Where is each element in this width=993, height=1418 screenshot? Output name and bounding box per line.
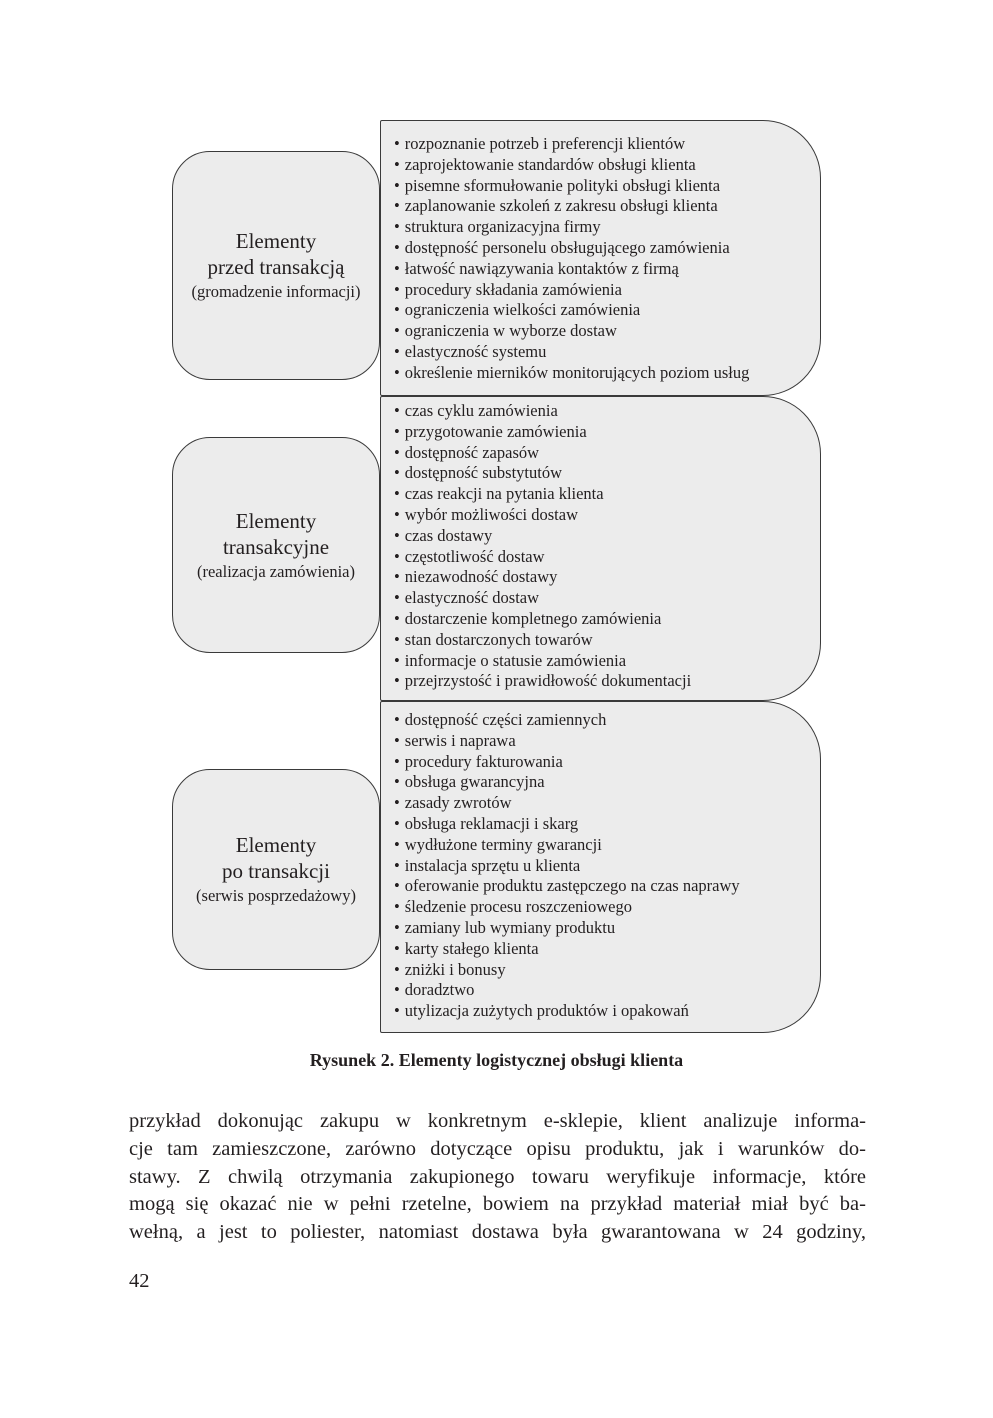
list-item: • ograniczenia wielkości zamówienia (394, 300, 820, 321)
list-box-pre-transaction (380, 120, 821, 396)
stage-box-transaction (172, 437, 380, 653)
list-item: • dostępność części zamiennych (394, 710, 820, 731)
figure-caption: Rysunek 2. Elementy logistycznej obsługi klienta (309, 1050, 684, 1070)
list-item: • zasady zwrotów (394, 793, 820, 814)
paragraph-line: stawy. Z chwilą otrzymania zakupionego towaru weryfikuje informacje, które (129, 1165, 866, 1188)
item-list (394, 401, 820, 692)
list-item: • częstotliwość dostaw (394, 547, 820, 568)
item-list (394, 134, 820, 384)
list-item: • doradztwo (394, 980, 820, 1001)
list-item: • informacje o statusie zamówienia (394, 651, 820, 672)
stage-title-line1: Elementy (235, 229, 317, 253)
list-item: • oferowanie produktu zastępczego na czas naprawy (394, 876, 820, 897)
list-item: • dostępność substytutów (394, 463, 820, 484)
stage-subtitle: (gromadzenie informacji) (191, 282, 361, 301)
list-item: • dostarczenie kompletnego zamówienia (394, 609, 820, 630)
stage-box-pre-transaction (172, 151, 380, 380)
item-list (394, 710, 820, 1022)
list-item: • utylizacja zużytych produktów i opakowań (394, 1001, 820, 1022)
stage-subtitle: (serwis posprzedażowy) (196, 886, 356, 905)
list-item: • elastyczność systemu (394, 342, 820, 363)
paragraph-line: wełną, a jest to poliester, natomiast dostawa była gwarantowana w 24 godziny, (129, 1221, 866, 1244)
list-item: • instalacja sprzętu u klienta (394, 856, 820, 877)
list-item: • zaprojektowanie standardów obsługi klienta (394, 155, 820, 176)
body-paragraph (129, 1108, 866, 1247)
list-item: • pisemne sformułowanie polityki obsługi klienta (394, 176, 820, 197)
list-item: • zamiany lub wymiany produktu (394, 918, 820, 939)
paragraph-line: przykład dokonując zakupu w konkretnym e-sklepie, klient analizuje informa- (129, 1110, 866, 1132)
list-item: • czas reakcji na pytania klienta (394, 484, 820, 505)
list-box-transaction (380, 396, 821, 701)
paragraph-line: mogą się okazać nie w pełni rzetelne, bowiem na przykład materiał miał być ba- (129, 1193, 866, 1216)
paragraph-line: cje tam zamieszczone, zarówno dotyczące opisu produktu, jak i warunków do- (129, 1137, 866, 1160)
list-item: • obsługa gwarancyjna (394, 772, 820, 793)
stage-subtitle: (realizacja zamówienia) (196, 561, 355, 581)
list-item: • niezawodność dostawy (394, 567, 820, 588)
list-item: • określenie mierników monitorujących poziom usług (394, 363, 820, 384)
list-item: • karty stałego klienta (394, 939, 820, 960)
list-item: • stan dostarczonych towarów (394, 630, 820, 651)
list-item: • obsługa reklamacji i skarg (394, 814, 820, 835)
list-item: • dostępność zapasów (394, 443, 820, 464)
list-item: • zniżki i bonusy (394, 960, 820, 981)
list-item: • rozpoznanie potrzeb i preferencji klientów (394, 134, 820, 155)
list-item: • struktura organizacyjna firmy (394, 217, 820, 238)
list-item: • czas dostawy (394, 526, 820, 547)
stage-title-line2: przed transakcją (207, 255, 345, 279)
stage-title-line1: Elementy (235, 833, 317, 857)
list-item: • zaplanowanie szkoleń z zakresu obsługi klienta (394, 196, 820, 217)
list-item: • śledzenie procesu roszczeniowego (394, 897, 820, 918)
list-item: • elastyczność dostaw (394, 588, 820, 609)
list-item: • procedury fakturowania (394, 752, 820, 773)
stage-title-line2: po transakcji (222, 859, 330, 883)
stage-title-line2: transakcyjne (222, 534, 330, 559)
list-item: • procedury składania zamówienia (394, 280, 820, 301)
stage-box-post-transaction (172, 769, 380, 970)
list-item: • dostępność personelu obsługującego zamówienia (394, 238, 820, 259)
stage-title-line1: Elementy (235, 508, 317, 533)
list-item: • wybór możliwości dostaw (394, 505, 820, 526)
list-item: • serwis i naprawa (394, 731, 820, 752)
list-item: • ograniczenia w wyborze dostaw (394, 321, 820, 342)
list-item: • czas cyklu zamówienia (394, 401, 820, 422)
list-item: • przygotowanie zamówienia (394, 422, 820, 443)
list-box-post-transaction (380, 701, 821, 1033)
list-item: • łatwość nawiązywania kontaktów z firmą (394, 259, 820, 280)
page-number: 42 (129, 1270, 150, 1292)
list-item: • wydłużone terminy gwarancji (394, 835, 820, 856)
list-item: • przejrzystość i prawidłowość dokumentacji (394, 671, 820, 692)
